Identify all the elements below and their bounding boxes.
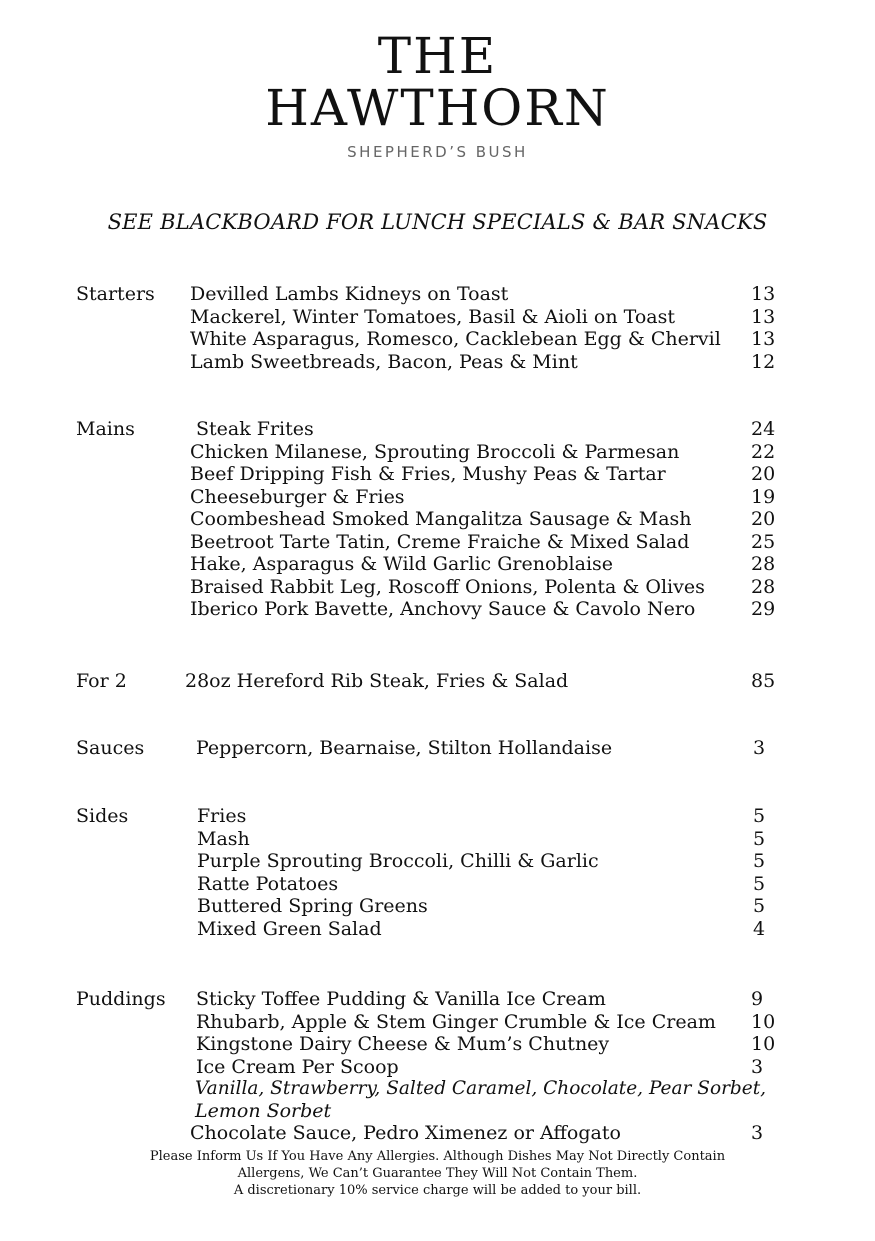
item-price: 25 — [751, 530, 776, 553]
item-name: Hake, Asparagus & Wild Garlic Grenoblaise — [190, 553, 614, 575]
item-name: Sticky Toffee Pudding & Vanilla Ice Cream — [196, 988, 606, 1010]
item-price: 20 — [751, 463, 776, 485]
menu-item — [190, 873, 790, 896]
menu-item — [190, 486, 790, 509]
ice-cream-flavours: Vanilla, Strawberry, Salted Caramel, Chocolate, Pear Sorbet, — [195, 1078, 767, 1099]
section-label-mains: Mains — [76, 418, 135, 440]
item-price: 3 — [751, 1055, 764, 1078]
item-name: Peppercorn, Bearnaise, Stilton Hollandaise — [196, 737, 613, 759]
item-name: Lamb Sweetbreads, Bacon, Peas & Mint — [190, 350, 578, 373]
starters-list — [190, 283, 790, 373]
sauces-list — [190, 737, 790, 760]
item-name: 28oz Hereford Rib Steak, Fries & Salad — [185, 670, 569, 692]
for-2-list — [185, 670, 790, 693]
section-label-sides: Sides — [76, 805, 129, 827]
item-name: Cheeseburger & Fries — [190, 485, 405, 508]
item-price: 10 — [751, 1033, 776, 1055]
menu-item — [190, 850, 790, 873]
item-name: White Asparagus, Romesco, Cacklebean Egg & Chervil — [190, 328, 721, 350]
item-price: 20 — [751, 508, 776, 530]
item-name: Beetroot Tarte Tatin, Creme Fraiche & Mixed Salad — [190, 530, 690, 553]
menu-item — [190, 441, 790, 464]
item-price: 19 — [751, 485, 776, 508]
item-price: 85 — [751, 670, 776, 692]
item-price: 10 — [751, 1010, 776, 1033]
menu-item — [190, 737, 790, 760]
mains-list — [190, 418, 790, 621]
menu-item — [190, 553, 790, 576]
item-name: Chicken Milanese, Sprouting Broccoli & Parmesan — [190, 440, 680, 463]
item-price: 4 — [753, 917, 766, 940]
item-price: 24 — [751, 418, 776, 440]
item-name: Mixed Green Salad — [197, 917, 382, 940]
item-price: 5 — [753, 850, 766, 872]
item-name: Buttered Spring Greens — [197, 895, 428, 917]
specials-notice: SEE BLACKBOARD FOR LUNCH SPECIALS & BAR SNACKS — [107, 210, 768, 234]
menu-item — [190, 283, 790, 306]
item-name: Chocolate Sauce, Pedro Ximenez or Affogato — [190, 1122, 621, 1144]
item-name: Beef Dripping Fish & Fries, Mushy Peas & Tartar — [190, 463, 666, 485]
item-name: Iberico Pork Bavette, Anchovy Sauce & Cavolo Nero — [190, 598, 696, 620]
item-price: 28 — [751, 575, 776, 598]
menu-item — [190, 531, 790, 554]
allergy-notice-line-1: Please Inform Us If You Have Any Allergies. Although Dishes May Not Directly Contain — [149, 1149, 726, 1164]
item-price: 9 — [751, 988, 764, 1010]
location-subtitle: SHEPHERD’S BUSH — [347, 143, 528, 161]
menu-item — [190, 306, 790, 329]
item-name: Purple Sprouting Broccoli, Chilli & Garlic — [197, 850, 599, 872]
title-line-2: HAWTHORN — [265, 79, 610, 137]
item-price: 3 — [751, 1122, 764, 1144]
menu-item — [190, 463, 790, 486]
section-label-sauces: Sauces — [76, 737, 145, 759]
menu-item — [190, 805, 790, 828]
item-name: Coombeshead Smoked Mangalitza Sausage & Mash — [190, 508, 692, 530]
service-charge-note: A discretionary 10% service charge will be added to your bill. — [233, 1183, 642, 1198]
menu-item — [190, 598, 790, 621]
item-price: 5 — [753, 872, 766, 895]
item-price: 22 — [751, 440, 776, 463]
item-name: Steak Frites — [196, 418, 314, 440]
section-label-starters: Starters — [76, 283, 155, 305]
menu-item — [190, 351, 790, 374]
item-name: Ratte Potatoes — [197, 872, 339, 895]
menu-item — [190, 828, 790, 851]
item-name: Ice Cream Per Scoop — [196, 1055, 399, 1078]
item-price: 5 — [753, 895, 766, 917]
item-name: Mash — [197, 827, 250, 850]
item-name: Kingstone Dairy Cheese & Mum’s Chutney — [196, 1033, 610, 1055]
menu-item — [190, 918, 790, 941]
menu-item — [190, 508, 790, 531]
item-name: Fries — [197, 805, 247, 827]
menu-item — [190, 988, 790, 1011]
item-name: Braised Rabbit Leg, Roscoff Onions, Polenta & Olives — [190, 575, 705, 598]
puddings-extra — [190, 1122, 790, 1145]
menu-item — [190, 1033, 790, 1056]
item-price: 5 — [753, 827, 766, 850]
ice-cream-flavours-cont: Lemon Sorbet — [195, 1100, 332, 1122]
puddings-list — [190, 988, 790, 1078]
menu-item — [190, 1011, 790, 1034]
allergy-footer — [0, 1148, 875, 1199]
menu-item — [190, 576, 790, 599]
item-price: 12 — [751, 350, 776, 373]
item-price: 29 — [751, 598, 776, 620]
item-price: 13 — [751, 305, 776, 328]
item-price: 28 — [751, 553, 776, 575]
item-name: Devilled Lambs Kidneys on Toast — [190, 283, 509, 305]
item-price: 13 — [751, 283, 776, 305]
menu-item — [190, 1122, 790, 1145]
menu-item — [185, 670, 790, 693]
allergy-notice-line-2: Allergens, We Can’t Guarantee They Will Not Contain Them. — [237, 1166, 638, 1181]
menu-item — [190, 895, 790, 918]
section-label-puddings: Puddings — [76, 988, 166, 1010]
item-name: Rhubarb, Apple & Stem Ginger Crumble & Ice Cream — [196, 1010, 716, 1033]
item-price: 13 — [751, 328, 776, 350]
item-name: Mackerel, Winter Tomatoes, Basil & Aioli on Toast — [190, 305, 675, 328]
item-price: 5 — [753, 805, 766, 827]
section-label-for-2: For 2 — [76, 670, 127, 692]
title-line-1: THE — [377, 27, 498, 85]
menu-item — [190, 328, 790, 351]
sides-list — [190, 805, 790, 940]
menu-item — [190, 1056, 790, 1079]
menu-item — [190, 418, 790, 441]
item-price: 3 — [753, 737, 766, 759]
